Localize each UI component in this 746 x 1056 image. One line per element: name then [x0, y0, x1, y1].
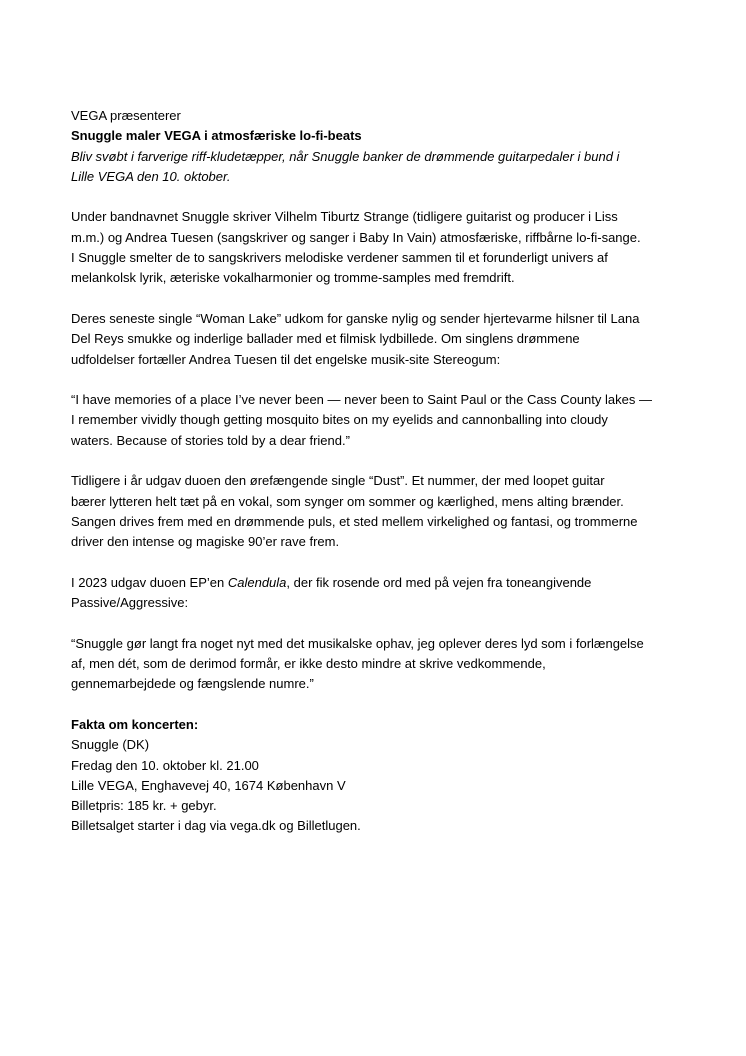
facts-heading-text: Fakta om koncerten: — [71, 716, 199, 732]
quote-passive-aggressive — [71, 634, 681, 695]
paragraph-line: udfoldelser fortæller Andrea Tuesen til det engelske musik-site Stereogum: — [71, 351, 501, 367]
text-run: , der fik rosende ord med på vejen fra toneangivende — [286, 574, 592, 590]
quote-line: “I have memories of a place I’ve never been — never been to Saint Paul or the Cass County lakes — — [71, 392, 652, 408]
text-run: I 2023 udgav duoen EP’en — [71, 574, 228, 590]
presenter-text: VEGA præsenterer — [71, 108, 181, 123]
paragraph-line: Under bandnavnet Snuggle skriver Vilhelm Tiburtz Strange (tidligere guitarist og producer i Liss — [71, 209, 618, 225]
quote-line: waters. Because of stories told by a dear friend.” — [71, 432, 350, 448]
fact-item: Lille VEGA, Enghavevej 40, 1674 København V — [71, 777, 346, 793]
paragraph-line: Deres seneste single “Woman Lake” udkom for ganske nylig og sender hjertevarme hilsner til Lana — [71, 310, 640, 326]
paragraph-line: Passive/Aggressive: — [71, 595, 189, 611]
paragraph-intro — [71, 207, 681, 288]
document-page — [71, 106, 681, 837]
paragraph-line: bærer lytteren helt tæt på en vokal, som synger om sommer og kærlighed, mens alting brænder. — [71, 493, 624, 509]
paragraph-line: melankolsk lyrik, æteriske vokalharmonier og tromme-samples med fremdrift. — [71, 270, 515, 286]
headline — [71, 126, 681, 146]
paragraph-line: Tidligere i år udgav duoen den ørefængende single “Dust”. Et nummer, der med loopet guitar — [71, 473, 605, 489]
fact-item: Snuggle (DK) — [71, 737, 150, 753]
presenter-line — [71, 106, 681, 126]
facts-heading — [71, 715, 681, 735]
paragraph-line: driver den intense og magiske 90’er rave frem. — [71, 534, 340, 550]
quote-stereogum — [71, 390, 681, 451]
quote-line: “Snuggle gør langt fra noget nyt med det musikalske ophav, jeg oplever deres lyd som i forlængelse — [71, 635, 644, 651]
paragraph-line — [71, 573, 681, 593]
subheadline — [71, 147, 681, 188]
fact-item: Billetpris: 185 kr. + gebyr. — [71, 798, 217, 814]
fact-item: Fredag den 10. oktober kl. 21.00 — [71, 757, 259, 773]
quote-line: I remember vividly though getting mosquito bites on my eyelids and cannonballing into cloudy — [71, 412, 608, 428]
paragraph-line: I Snuggle smelter de to sangskrivers melodiske verdener sammen til et forunderligt univers af — [71, 250, 608, 266]
facts-list — [71, 735, 681, 836]
paragraph-line: Sangen drives frem med en drømmende puls, et sted mellem virkelighed og fantasi, og trommerne — [71, 513, 638, 529]
paragraph-line: m.m.) og Andrea Tuesen (sangskriver og sanger i Baby In Vain) atmosfæriske, riffbårne lo-fi-sange. — [71, 229, 641, 245]
quote-line: gennemarbejdede og fængslende numre.” — [71, 676, 314, 692]
paragraph-calendula — [71, 573, 681, 614]
headline-text: Snuggle maler VEGA i atmosfæriske lo-fi-beats — [71, 128, 362, 144]
ep-title: Calendula — [227, 574, 287, 590]
subheadline-line: Lille VEGA den 10. oktober. — [71, 168, 231, 184]
paragraph-line: Del Reys smukke og inderlige ballader med et filmisk lydbillede. Om singlens drømmene — [71, 331, 580, 347]
paragraph-dust — [71, 471, 681, 552]
fact-item: Billetsalget starter i dag via vega.dk og Billetlugen. — [71, 818, 361, 834]
quote-line: af, men dét, som de derimod formår, er ikke desto mindre at skrive vedkommende, — [71, 656, 546, 672]
paragraph-woman-lake — [71, 309, 681, 370]
subheadline-line: Bliv svøbt i farverige riff-kludetæpper, når Snuggle banker de drømmende guitarpedaler i bund i — [71, 148, 620, 164]
